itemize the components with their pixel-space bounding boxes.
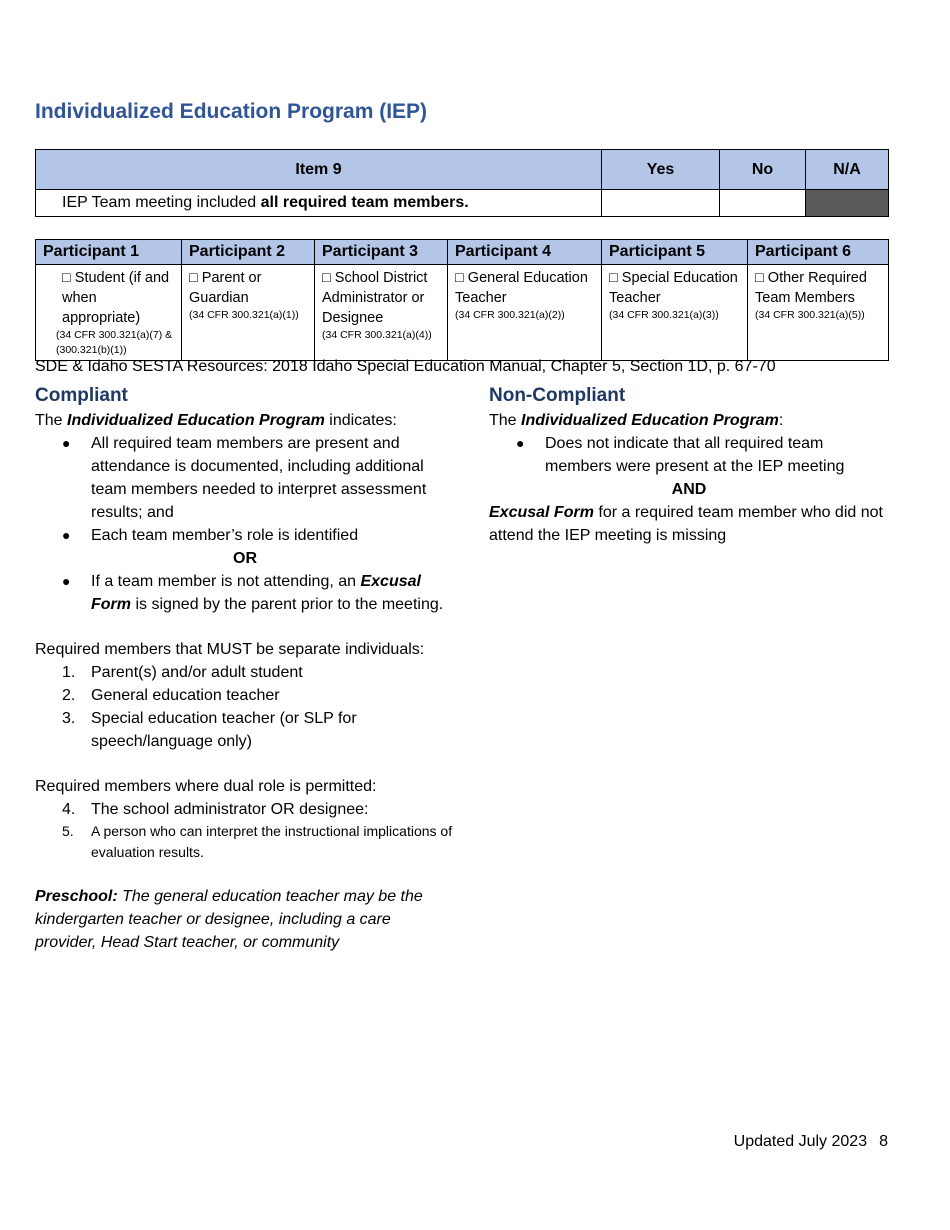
cfr-citation: (34 CFR 300.321(a)(5)): [755, 309, 865, 321]
item-header: Item 9: [36, 150, 602, 190]
and-connector: AND: [671, 481, 707, 498]
yes-cell[interactable]: [602, 190, 720, 217]
participant-cell-general-teacher[interactable]: [448, 265, 602, 361]
participant-cell-student[interactable]: [36, 265, 182, 361]
list-item: ● If a team member is not attending, an Excusal Form is signed by the parent prior to the meeting.: [35, 570, 455, 616]
compliant-bullets: [35, 432, 455, 547]
participant-checkbox-label[interactable]: □ Other Required Team Members: [755, 270, 867, 306]
item-table-header: [36, 150, 889, 190]
participant-header: Participant 4: [448, 240, 602, 265]
participant-cell-special-teacher[interactable]: [602, 265, 748, 361]
participant-header: Participant 3: [315, 240, 448, 265]
noncompliant-tail: Excusal Form for a required team member who did not attend the IEP meeting is missing: [489, 504, 883, 544]
participant-header: Participant 1: [36, 240, 182, 265]
compliant-intro: The Individualized Education Program indicates:: [35, 412, 397, 429]
no-cell[interactable]: [720, 190, 806, 217]
participant-checkbox-label[interactable]: □ Parent or Guardian: [189, 270, 262, 306]
participant-cell-administrator[interactable]: [315, 265, 448, 361]
noncompliant-section: [489, 383, 889, 547]
bullet-icon: ●: [62, 527, 71, 543]
bullet-icon: ●: [62, 573, 71, 589]
participant-checkbox-label[interactable]: □ School District Administrator or Designee: [322, 270, 428, 326]
participant-cell-other[interactable]: [748, 265, 889, 361]
page-title: Individualized Education Program (IEP): [35, 100, 428, 123]
list-item: 1. Parent(s) and/or adult student: [62, 664, 303, 681]
yes-header: Yes: [602, 150, 720, 190]
participants-row: [36, 265, 889, 361]
noncompliant-heading: Non-Compliant: [489, 385, 626, 406]
participant-checkbox-label[interactable]: □ Special Education Teacher: [609, 270, 738, 306]
bullet-icon: ●: [516, 435, 525, 451]
participant-cell-parent[interactable]: [182, 265, 315, 361]
cfr-citation: (34 CFR 300.321(a)(4)): [322, 329, 432, 341]
na-header: N/A: [806, 150, 889, 190]
list-item: 3. Special education teacher (or SLP for speech/language only): [62, 710, 357, 750]
list-item: 5. A person who can interpret the instructional implications of evaluation results.: [62, 823, 453, 860]
list-item: 4. The school administrator OR designee:: [62, 801, 369, 818]
item-description-bold: all required team members.: [260, 194, 469, 211]
preschool-note: Preschool: The general education teacher may be the kindergarten teacher or designee, including a care provider, Head Start teacher, or community: [35, 888, 423, 951]
or-connector: OR: [233, 550, 257, 567]
cfr-citation: (34 CFR 300.321(a)(1)): [189, 309, 299, 321]
noncompliant-bullets: [489, 432, 889, 478]
compliant-heading: Compliant: [35, 385, 128, 406]
separate-list: [35, 661, 455, 753]
participant-header: Participant 5: [602, 240, 748, 265]
cfr-citation: (34 CFR 300.321(a)(2)): [455, 309, 565, 321]
participants-table: [35, 239, 889, 361]
list-item: ● Does not indicate that all required team members were present at the IEP meeting: [489, 432, 889, 478]
participant-checkbox-label[interactable]: □ General Education Teacher: [455, 270, 588, 306]
na-cell-shaded: [806, 190, 889, 217]
dual-intro: Required members where dual role is permitted:: [35, 778, 377, 795]
no-header: No: [720, 150, 806, 190]
participants-header-row: [36, 240, 889, 265]
page-footer: [734, 1133, 888, 1151]
item-row: [36, 190, 889, 217]
participant-header: Participant 2: [182, 240, 315, 265]
item-description: IEP Team meeting included all required team members.: [36, 190, 602, 217]
noncompliant-intro: The Individualized Education Program:: [489, 412, 784, 429]
cfr-citation: (34 CFR 300.321(a)(7) & (300.321(b)(1)): [56, 329, 173, 356]
bullet-icon: ●: [62, 435, 71, 451]
separate-intro: Required members that MUST be separate individuals:: [35, 641, 425, 658]
dual-list: [35, 798, 455, 863]
compliant-section: [35, 383, 455, 954]
cfr-citation: (34 CFR 300.321(a)(3)): [609, 309, 719, 321]
participant-header: Participant 6: [748, 240, 889, 265]
source-citation: SDE & Idaho SESTA Resources: 2018 Idaho Special Education Manual, Chapter 5, Section 1D, p. 67-70: [35, 358, 776, 375]
item-table: [35, 149, 889, 217]
participant-checkbox-label[interactable]: □ Student (if and when appropriate): [62, 270, 170, 326]
list-item: ● Each team member’s role is identified: [35, 524, 455, 547]
updated-date: Updated July 2023: [733, 1133, 868, 1150]
list-item: 2. General education teacher: [62, 687, 280, 704]
list-item: ● All required team members are present and attendance is documented, including additional team members needed to interpret assessment results; and: [35, 432, 455, 524]
page-number: 8: [879, 1133, 888, 1150]
